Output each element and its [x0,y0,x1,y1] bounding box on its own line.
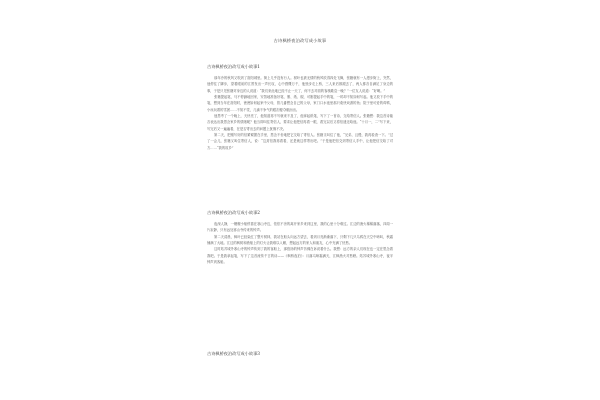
story-section-3 [207,351,393,362]
section-heading: 古诗枫桥夜泊改写成小故事1 [207,64,260,69]
document-title: 古诗枫桥夜泊改写成小故事 [273,38,327,43]
paragraph: 第二天清晨，枫叶已经染红了整片树林，我站在船头向远方望去，看到月亮渐渐落下，只剩下几只乌鸦在天空中啼叫，秋霜铺满了大地。江边的枫树和渔船上的灯火让我难以入睡，想起远方的家人和朋友，心中充满了忧愁。 [207,234,393,246]
section-heading: 古诗枫桥夜泊改写成小故事3 [207,351,260,356]
paragraph: 那年冷的秋风又吹到了洛阳城里。街上几乎没有行人。树叶也被无情的秋风吹得四处飞舞，张籍就有一人漫步街上，突然，他停住了脚步，望着眼前的江景发出一声长叹，心中感慨万千，他独步走上桥，三人来后都跟去了，两人都各自满足了身边的事，于是只见张籍对身边的人说道：“我们来此地已经不止一天了，何不去对面的客栈歇息一晚？”一位友人说道：“好啊。” [207,76,393,93]
section-heading: 古诗枫桥夜泊改写成小故事2 [207,210,260,215]
paragraph: 夜深人静，一艘艘小船停靠在寒山寺边，依依不舍的离开家乡来到这里，我的心里十分难过。江边的渔火稀稀落落，四周一片寂静，只有远处寒山寺传来的钟声。 [207,222,393,233]
paragraph: 他思考了一个晚上，天快亮了，他知道再不写就来不及了，他拿起纸笔，写下了一首诗，交给寄信人。张籍想：我这首诗能否表达出我思念家乡的情绪呢？他当即叫住寄信人，要求让他把信再看一眼，看完以后又将信递还给他。“十月一，二”写下来，写完后又一遍遍看，在是否寄出去的问题上犹豫不决。 [207,114,393,131]
story-section-1 [207,64,393,151]
paragraph: 第二天，把刚写好的信紧紧握在手里，思念不舍地把它交给了寄信人。张籍又叫住了他，“兄弟，且慢，我再检查一下。”过了一会儿，张籍又叫住寄信人，说：“这封信我再看看，还是就这样寄出吧。”于是他把信交到寄信人手中，让他把信交给了对方……“我的故乡” [207,133,393,150]
paragraph: 这时姑苏城外寒山寺的钟声传到了我的客船上，那悠扬的钟声仿佛在诉说着什么。我想：远方的亲人们现在也一定在思念着我吧。于是我拿起笔，写下了这首流传千古的诗——《枫桥夜泊》：月落乌啼霜满天，江枫渔火对愁眠。姑苏城外寒山寺，夜半钟声到客船。 [207,247,393,265]
paragraph: 张籍提起笔，马不停蹄地回家，安智地准备好笔、墨、纸、砚，可刚提起手中的笔，一时却不知如何写起。他又放下手中的笔，想到当年在洛阳时，爸爸如何起家中父母，曾几番想念自己的父母，家门口水池里那只欢快戏游的鱼；院子里可爱的鸡鸭，小孩玩着的雪团……不知不觉，几滴不争气的眼泪便夺眶而出。 [207,95,393,112]
story-section-2 [207,210,393,265]
